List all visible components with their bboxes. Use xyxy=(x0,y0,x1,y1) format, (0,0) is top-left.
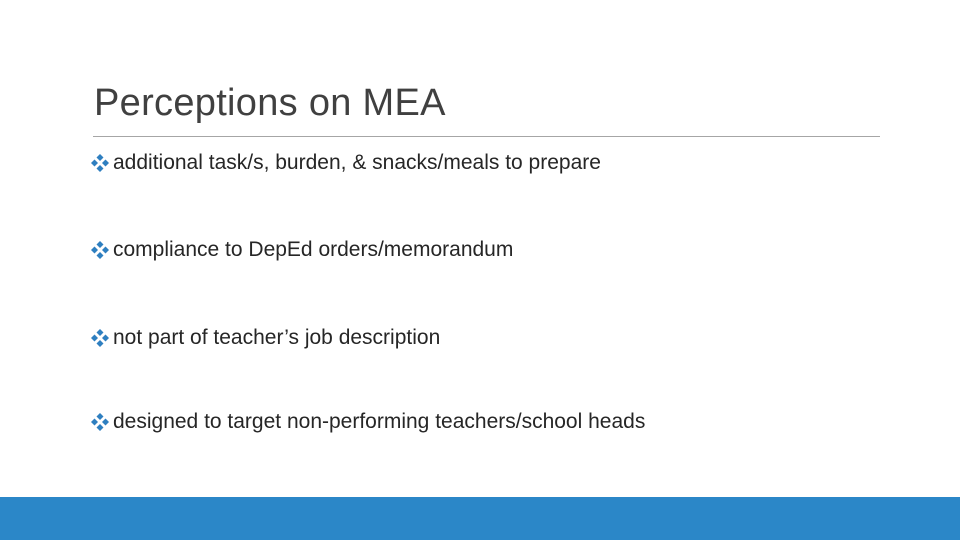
bullet-text: additional task/s, burden, & snacks/meals to prepare xyxy=(113,151,601,174)
bullet-text: not part of teacher’s job description xyxy=(113,326,441,349)
footer-bar xyxy=(0,497,960,540)
diamond-cluster-icon xyxy=(90,153,110,173)
diamond-cluster-icon xyxy=(90,328,110,348)
bullet-item xyxy=(90,326,440,350)
bullet-text: designed to target non-performing teachers/school heads xyxy=(113,410,646,433)
bullet-list xyxy=(90,0,890,540)
slide-title: Perceptions on MEA xyxy=(94,82,446,124)
diamond-cluster-icon xyxy=(90,412,110,432)
bullet-item xyxy=(90,238,513,262)
bullet-text: compliance to DepEd orders/memorandum xyxy=(113,238,514,261)
diamond-cluster-icon xyxy=(90,240,110,260)
bullet-item xyxy=(90,410,645,434)
bullet-item xyxy=(90,151,601,175)
